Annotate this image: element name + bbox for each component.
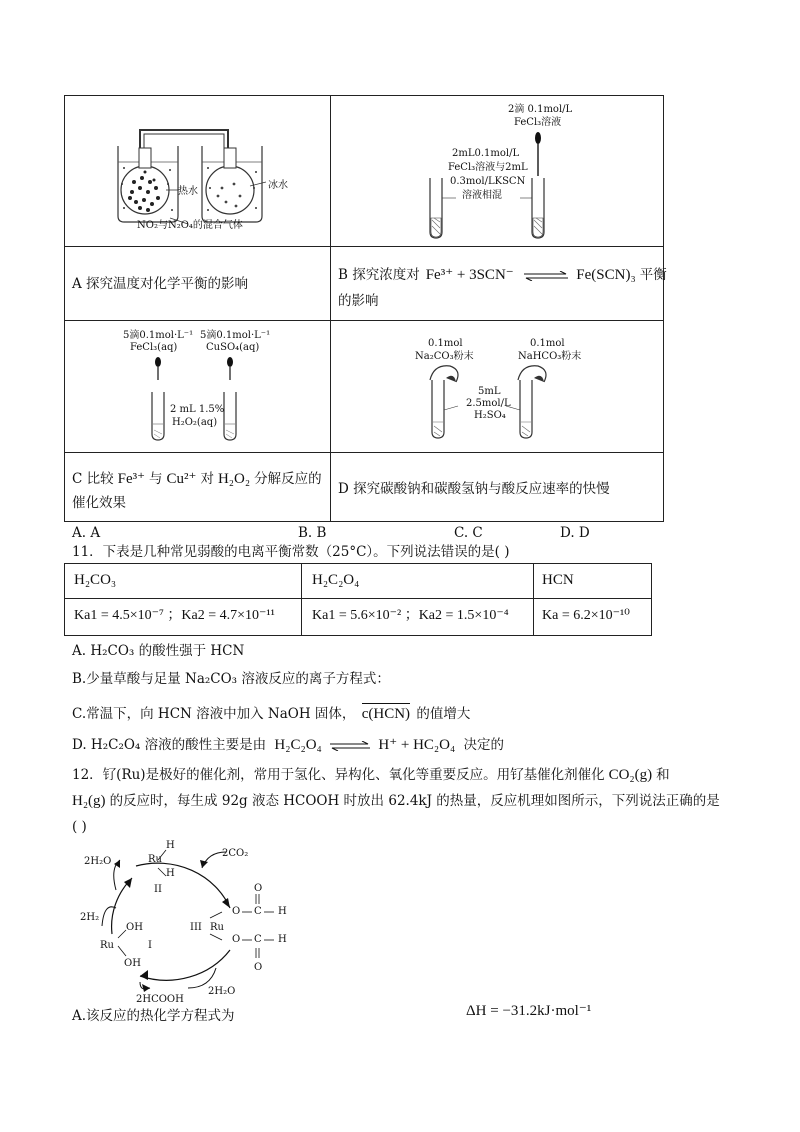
mech-h-1: H: [278, 906, 287, 917]
cellC-test-tube-figure: [140, 354, 250, 444]
cellA-gas-label: NO₂与N₂O₄的混合气体: [137, 220, 243, 231]
cellB-drop-label-2: FeCl₃溶液: [514, 117, 562, 128]
cellB-mix-label-2: FeCl₃溶液与2mL: [448, 162, 528, 173]
q11-value-hcn: Ka = 6.2×10⁻¹⁰: [542, 608, 630, 623]
cellC-label-line1: [72, 470, 322, 488]
cellA-hot-water-label: 热水: [178, 186, 198, 197]
mech-roman-2: II: [154, 884, 162, 895]
q11-option-b: B.少量草酸与足量 Na₂CO₃ 溶液反应的离子方程式：: [72, 671, 390, 687]
cellB-label-post: 平衡: [639, 267, 667, 283]
q11-option-c-fraction: [362, 703, 410, 723]
q10-table-hline-2: [64, 320, 664, 321]
mech-h-top1: H: [166, 840, 175, 851]
cellC-and: 与: [149, 471, 163, 487]
mech-ru-top: Ru: [148, 854, 162, 865]
cellC-label-line2: 催化效果: [72, 495, 126, 511]
cellC-mid-label-1: 2 mL 1.5%: [170, 404, 225, 415]
cellC-to: 对: [200, 471, 214, 487]
cellD-mid-label-3: H₂SO₄: [474, 410, 506, 421]
cellD-mid-label-1: 5mL: [478, 386, 501, 397]
q12-co2: CO₂(g): [608, 767, 653, 783]
cellB-eq-right: Fe(SCN)₃: [576, 267, 636, 283]
cellB-drop-label-1: 2滴 0.1mol/L: [508, 104, 573, 115]
mech-o-link1: O: [232, 906, 241, 917]
mech-h-top2: H: [166, 868, 175, 879]
cellD-right-label-2: NaHCO₃粉末: [518, 351, 582, 362]
q11-header-hcn: HCN: [542, 572, 574, 588]
mech-o-link2: O: [232, 934, 241, 945]
cellD-mid-label-2: 2.5mol/L: [466, 398, 511, 409]
cellC-left-label-2: FeCl₃(aq): [130, 342, 178, 353]
q10-table-vline: [330, 95, 331, 522]
q11-option-d-eq-right: H⁺ + HC₂O₄: [378, 737, 456, 753]
cellC-h2o2: H₂O₂: [217, 471, 251, 487]
q11-option-c-post: 的值增大: [416, 706, 471, 722]
cellC-label-pre: C 比较: [72, 471, 114, 487]
cellB-eq-left: Fe³⁺ + 3SCN⁻: [425, 267, 514, 283]
q10-option-d: D. D: [560, 525, 590, 541]
mech-o-bottom: O: [254, 962, 263, 973]
cellB-mix-label-4: 溶液相混: [462, 190, 502, 201]
q11-option-c-pre: C.常温下，向 HCN 溶液中加入 NaOH 固体，: [72, 706, 356, 722]
q10-option-c: C. C: [454, 525, 483, 541]
mech-roman-3: III: [190, 922, 202, 933]
cellB-mix-label-1: 2mL0.1mol/L: [452, 148, 520, 159]
q12-and: 和: [656, 767, 670, 783]
q12-h2: H₂(g): [72, 793, 106, 809]
q11-option-c-fraction-den: c(HCN): [361, 706, 411, 722]
q11-option-c: [72, 703, 470, 723]
mech-oh-1: OH: [126, 922, 143, 933]
cellC-mid-label-2: H₂O₂(aq): [172, 417, 218, 428]
mech-c-2: C: [254, 934, 262, 945]
q10-option-a: A. A: [72, 525, 101, 541]
q11-table-vline-1: [301, 563, 302, 636]
q10-table-hline-3: [64, 452, 664, 453]
q10-table-hline-1: [64, 246, 664, 247]
q11-option-d-pre: D. H₂C₂O₄ 溶液的酸性主要是由: [72, 737, 267, 753]
mech-hcooh-out: 2HCOOH: [136, 994, 184, 1005]
mech-ru-right: Ru: [210, 922, 224, 933]
mech-co2-in: 2CO₂: [222, 848, 249, 859]
mech-roman-1: I: [148, 940, 152, 951]
q12-line2-text: 的反应时，每生成 92g 液态 HCOOH 时放出 62.4kJ 的热量，反应机理如图所示，下列说法正确的是: [109, 793, 720, 809]
equilibrium-arrow-icon: [524, 271, 568, 281]
cellC-ion1: Fe³⁺: [117, 471, 146, 487]
cellB-label-pre: B 探究浓度对: [338, 267, 420, 283]
q12-line1: [72, 766, 670, 784]
cellC-right-label-1: 5滴0.1mol·L⁻¹: [200, 330, 271, 341]
cellB-label-line2: 的影响: [338, 293, 379, 309]
cellC-post: 分解反应的: [254, 471, 322, 487]
mech-h2-in: 2H₂: [80, 912, 100, 923]
mech-ru-left: Ru: [100, 940, 114, 951]
mech-h2o-out: 2H₂O: [84, 856, 112, 867]
cellD-left-label-2: Na₂CO₃粉末: [415, 351, 474, 362]
q11-option-d-eq-left: H₂C₂O₄: [274, 737, 322, 753]
q11-value-h2co3: Ka1 = 4.5×10⁻⁷ ；Ka2 = 4.7×10⁻¹¹: [74, 608, 275, 623]
cellD-right-label-1: 0.1mol: [530, 338, 565, 349]
mech-oh-2: OH: [124, 958, 141, 969]
cellD-label: D 探究碳酸钠和碳酸氢钠与酸反应速率的快慢: [338, 481, 610, 497]
q12-option-a-delta-h: ΔH = −31.2kJ·mol⁻¹: [466, 1003, 592, 1019]
q12-option-a: A.该反应的热化学方程式为: [72, 1008, 235, 1024]
q11-stem: 11．下表是几种常见弱酸的电离平衡常数（25°C）。下列说法错误的是( ): [72, 544, 510, 560]
q12-line3: ( ): [72, 819, 87, 835]
cellC-ion2: Cu²⁺: [166, 471, 197, 487]
mech-h2o-in: 2H₂O: [208, 986, 236, 997]
q11-value-h2c2o4: Ka1 = 5.6×10⁻² ；Ka2 = 1.5×10⁻⁴: [312, 608, 509, 623]
q12-line1-text: 12．钌(Ru)是极好的催化剂，常用于氢化、异构化、氧化等重要反应。用钌基催化剂催化: [72, 767, 605, 783]
q11-header-h2c2o4: H₂C₂O₄: [312, 572, 360, 588]
cellC-left-label-1: 5滴0.1mol·L⁻¹: [123, 330, 194, 341]
q11-table-hline: [64, 598, 652, 599]
mech-o-top: O: [254, 883, 263, 894]
q12-line2: [72, 792, 720, 810]
q11-option-a: A. H₂CO₃ 的酸性强于 HCN: [72, 643, 245, 659]
equilibrium-arrow-icon: [330, 741, 370, 751]
cellA-ice-water-label: 冰水: [268, 180, 288, 191]
q11-table-vline-2: [533, 563, 534, 636]
cellB-label-line1: [338, 266, 667, 284]
q11-header-h2co3: H₂CO₃: [74, 572, 117, 588]
cellC-right-label-2: CuSO₄(aq): [206, 342, 260, 353]
mech-h-2: H: [278, 934, 287, 945]
cellB-mix-label-3: 0.3mol/LKSCN: [450, 176, 526, 187]
cellA-label: A 探究温度对化学平衡的影响: [72, 276, 249, 292]
q10-option-b: B. B: [298, 525, 327, 541]
cellD-left-label-1: 0.1mol: [428, 338, 463, 349]
q11-option-d: [72, 736, 504, 754]
mech-c-1: C: [254, 906, 262, 917]
q11-option-d-post: 决定的: [463, 737, 505, 753]
